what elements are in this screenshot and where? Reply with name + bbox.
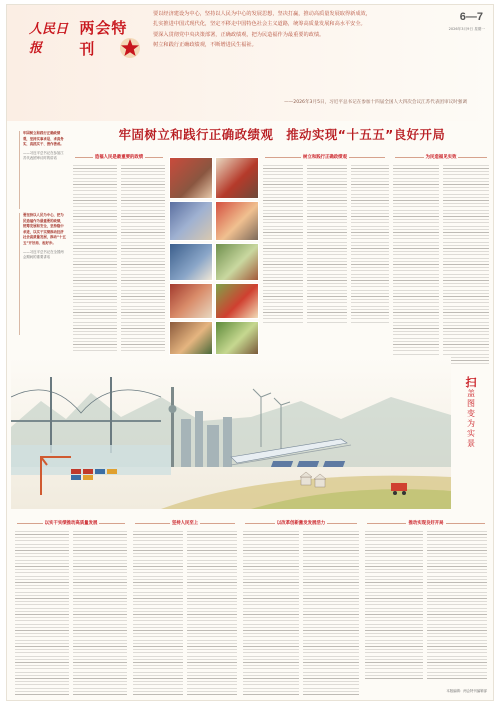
sidebar-quote-source: ——习近平总书记在全国两会期间的重要讲话 — [23, 249, 64, 260]
section-banner: 以实干实绩推动高质量发展 — [15, 519, 127, 527]
article-column — [121, 165, 165, 353]
article-column — [307, 165, 347, 325]
leader-quote — [153, 9, 453, 101]
article-column — [393, 165, 439, 365]
article-column — [427, 531, 487, 679]
article-column — [15, 531, 69, 695]
masthead — [7, 5, 494, 121]
sidebar-quote-a — [19, 131, 67, 209]
sidebar-quote-text: 牢固树立和践行正确政绩观，坚持实事求是、求真务实，真抓实干、善作善成。 — [23, 131, 64, 147]
development-panorama-illustration — [11, 357, 451, 509]
vertical-slogan — [453, 377, 489, 489]
newspaper-page — [6, 4, 494, 701]
section-banner: 坚持人民至上 — [133, 519, 237, 527]
slogan-text: 盖图变为实景 — [466, 389, 476, 449]
news-photo — [169, 283, 213, 319]
section-banner: 造福人民是最重要的政绩 — [73, 153, 165, 161]
quote-line: 扎实推进中国式现代化，坚定不移走中国特色社会主义道路，统筹高质量发展和高水平安全。 — [153, 21, 366, 28]
logo-script: 人民日报 — [29, 22, 69, 56]
news-photo — [169, 157, 213, 199]
article-column — [365, 531, 423, 679]
article-column — [73, 165, 117, 353]
quote-line: 要深入贯彻党中央决策部署，正确政绩观，把为民造福作为最重要的政绩。 — [153, 31, 325, 38]
news-photo — [215, 283, 259, 319]
section-banner: 以改革创新激发发展活力 — [243, 519, 359, 527]
sidebar-quote-b — [19, 213, 67, 335]
section-title: 两会特刊 — [79, 19, 128, 58]
article-column — [351, 165, 389, 325]
news-photo — [215, 243, 259, 281]
section-banner: 树立和践行正确政绩观 — [263, 153, 387, 161]
news-photo — [215, 201, 259, 241]
section-banner: 为民造福见实效 — [393, 153, 489, 161]
article-column — [133, 531, 183, 695]
news-photo — [169, 243, 213, 281]
slogan-lead: 扫 — [465, 376, 477, 389]
section-banner: 推动实现良好开局 — [365, 519, 487, 527]
news-photo — [215, 157, 259, 199]
news-photo — [169, 321, 213, 355]
page-headline: 牢固树立和践行正确政绩观 推动实现“十五五”良好开局 — [118, 127, 446, 142]
quote-line: 要以经济建设为中心，坚持以人民为中心的发展思想，坚决打赢，推动高质量发展取得新成效， — [153, 11, 371, 17]
quote-source: ——2026年3月5日，习近平总书记在参加十四届全国人大四次会议江苏代表团审议时强调 — [284, 100, 467, 105]
article-column — [303, 531, 359, 695]
page-number: 6—7 — [459, 11, 483, 23]
news-photo — [169, 201, 213, 241]
date-line: 2026年3月9日 星期一 — [448, 27, 485, 31]
article-column — [243, 531, 299, 695]
sidebar-quote-text: 要坚持以人民为中心，把为民造福作为最重要的政绩，统筹发展和安全，坚持稳中求进，以实干实绩推动经济社会高质量发展，推动“十五五”开好局、起好步。 — [23, 213, 66, 245]
star-emblem-icon — [119, 37, 141, 59]
editor-credit: 本版编辑：两会特刊编辑部 — [446, 689, 487, 694]
article-column — [263, 165, 303, 325]
article-column — [73, 531, 127, 695]
article-column — [443, 165, 489, 365]
quote-line: 树立和践行正确政绩观，不断增进民生福祉。 — [153, 42, 257, 49]
news-photo — [215, 321, 259, 355]
sidebar-quote-source: ——习近平总书记在参加江苏代表团审议时的讲话 — [23, 150, 64, 161]
article-column — [187, 531, 237, 695]
